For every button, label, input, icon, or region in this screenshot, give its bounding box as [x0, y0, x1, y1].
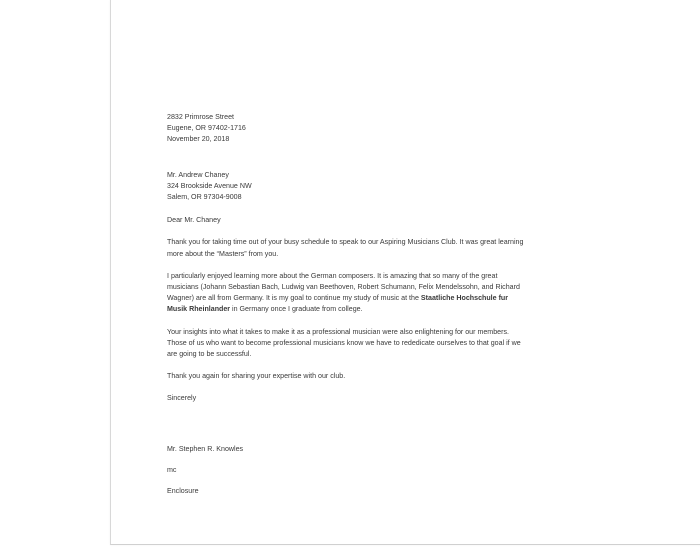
spacer-before-paragraph-2: [167, 260, 529, 271]
body-paragraph-1: [167, 237, 529, 259]
recipient-city-state-zip: Salem, OR 97304-9008: [167, 193, 242, 202]
spacer-before-paragraph-4: [167, 360, 529, 371]
spacer-before-paragraph-1: [167, 226, 529, 237]
recipient-name: Mr. Andrew Chaney: [167, 170, 229, 179]
paragraph-text: Your insights into what it takes to make it as a professional musician were also enlightening for our members. Those of us who want to become professional musicians know we have to rededicate ourselves to that goal if we are going to be successful.: [167, 327, 521, 359]
enclosure-notation: Enclosure: [167, 487, 199, 496]
paragraph-text: Thank you again for sharing your expertise with our club.: [167, 372, 346, 381]
spacer-after-return-address: [167, 146, 529, 170]
typist-initials: mc: [167, 465, 177, 474]
spacer-before-enclosure: [167, 476, 529, 486]
letter-body: [167, 112, 529, 497]
emphasized-text: Staatliche Hochschule fur Musik Rheinlander: [167, 294, 509, 314]
letter-date: November 20, 2018: [167, 135, 230, 144]
return-address-street: 2832 Primrose Street: [167, 113, 235, 121]
paragraph-text: I particularly enjoyed learning more about the German composers. It is amazing that so many of the great musicians (Johann Sebastian Bach, Ludwig van Beethoven, Robert Schumann, Felix Mendelssohn, and Richard Wagner) are all from Germany. It is my goal to continue my study of music at the: [167, 271, 520, 303]
recipient-street: 324 Brookside Avenue NW: [167, 181, 252, 190]
spacer-before-initials: [167, 455, 529, 465]
body-paragraph-3: [167, 327, 529, 361]
paragraph-text: in Germany once I graduate from college.: [230, 305, 363, 314]
signature-name: Mr. Stephen R. Knowles: [167, 444, 244, 453]
body-paragraph-2: [167, 271, 529, 316]
paragraph-text: Thank you for taking time out of your busy schedule to speak to our Aspiring Musicians Club. It was great learning more about the “Masters” from you.: [167, 238, 524, 258]
document-page: [110, 0, 700, 545]
spacer-before-closing: [167, 382, 529, 393]
closing: Sincerely: [167, 394, 197, 403]
spacer-before-salutation: [167, 203, 529, 215]
return-address-city-state-zip: Eugene, OR 97402-1716: [167, 124, 246, 133]
recipient-address-block: [167, 170, 529, 204]
spacer-before-paragraph-3: [167, 316, 529, 327]
salutation: Dear Mr. Chaney: [167, 216, 221, 225]
signature-space: [167, 405, 529, 444]
return-address-block: [167, 112, 529, 146]
body-paragraph-4: [167, 371, 529, 382]
